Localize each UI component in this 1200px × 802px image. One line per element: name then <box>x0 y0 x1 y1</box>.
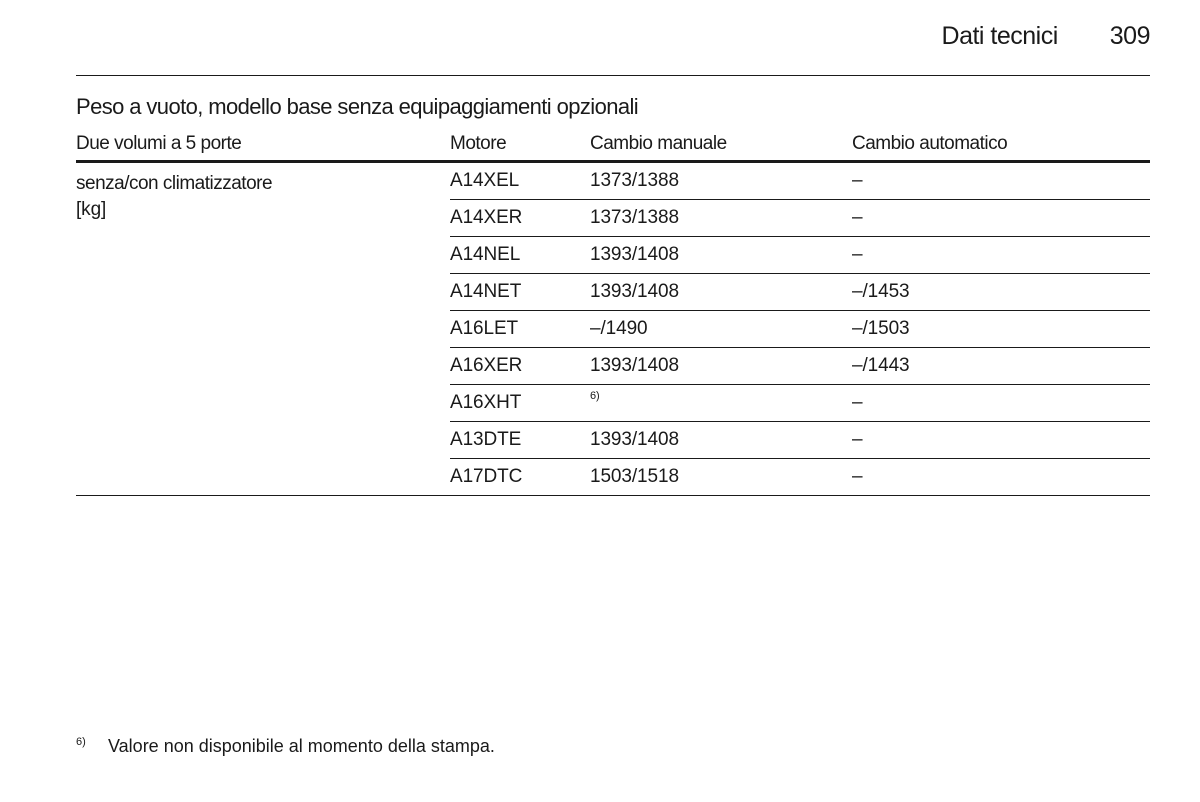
page-number: 309 <box>1109 22 1150 50</box>
manual-cell: 1393/1408 <box>590 422 852 459</box>
engine-cell: A14NET <box>450 274 590 311</box>
engine-cell: A16XHT <box>450 385 590 422</box>
footnote-text: Valore non disponibile al momento della stampa. <box>108 736 495 756</box>
automatic-cell: – <box>852 459 1150 496</box>
page-header <box>942 22 1150 51</box>
manual-cell: 1503/1518 <box>590 459 852 496</box>
engine-cell: A16LET <box>450 311 590 348</box>
engine-cell: A17DTC <box>450 459 590 496</box>
column-header-engine: Motore <box>450 128 590 162</box>
manual-cell: –/1490 <box>590 311 852 348</box>
engine-cell: A13DTE <box>450 422 590 459</box>
automatic-cell: – <box>852 237 1150 274</box>
weights-table <box>76 128 1150 496</box>
automatic-cell: – <box>852 200 1150 237</box>
manual-cell: 1393/1408 <box>590 348 852 385</box>
automatic-cell: – <box>852 422 1150 459</box>
column-header-manual: Cambio manuale <box>590 128 852 162</box>
automatic-cell: –/1453 <box>852 274 1150 311</box>
automatic-cell: – <box>852 162 1150 200</box>
footnote-reference: 6) <box>590 390 600 402</box>
row-description <box>76 162 450 496</box>
footnote <box>76 736 495 757</box>
section-title-header: Dati tecnici <box>941 22 1058 50</box>
manual-cell: 1393/1408 <box>590 274 852 311</box>
manual-cell: 1373/1388 <box>590 162 852 200</box>
table-header-row <box>76 128 1150 162</box>
manual-cell: 1393/1408 <box>590 237 852 274</box>
automatic-cell: –/1503 <box>852 311 1150 348</box>
manual-cell <box>590 385 852 422</box>
engine-cell: A16XER <box>450 348 590 385</box>
engine-cell: A14XER <box>450 200 590 237</box>
column-header-automatic: Cambio automatico <box>852 128 1150 162</box>
column-header-body: Due volumi a 5 porte <box>76 128 450 162</box>
automatic-cell: –/1443 <box>852 348 1150 385</box>
manual-cell: 1373/1388 <box>590 200 852 237</box>
table-row <box>76 162 1150 200</box>
engine-cell: A14XEL <box>450 162 590 200</box>
automatic-cell: – <box>852 385 1150 422</box>
row-unit: [kg] <box>76 199 107 220</box>
footnote-mark: 6) <box>76 736 86 748</box>
engine-cell: A14NEL <box>450 237 590 274</box>
row-label: senza/con climatizzatore <box>76 173 273 194</box>
table-title: Peso a vuoto, modello base senza equipaggiamenti opzionali <box>76 94 639 119</box>
header-rule <box>76 75 1150 76</box>
